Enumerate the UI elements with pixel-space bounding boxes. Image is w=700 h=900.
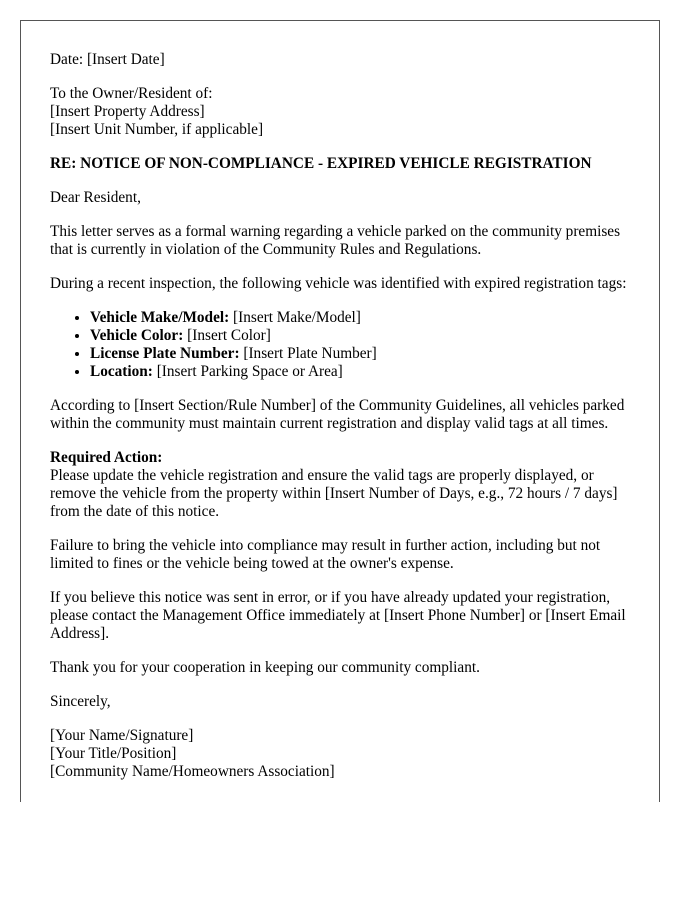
- closing: Sincerely,: [50, 693, 111, 710]
- detail-value: [Insert Parking Space or Area]: [152, 363, 343, 380]
- required-action-block: [50, 449, 634, 521]
- detail-value: [Insert Color]: [183, 327, 271, 344]
- inspection-paragraph: During a recent inspection, the following vehicle was identified with expired registration tags:: [50, 275, 627, 292]
- intro-paragraph: This letter serves as a formal warning regarding a vehicle parked on the community premises that is currently in violation of the Community Rules and Regulations.: [50, 223, 621, 258]
- list-item: [90, 363, 634, 381]
- required-action-text: Please update the vehicle registration and ensure the valid tags are properly displayed, or remove the vehicle from the property within [Insert Number of Days, e.g., 72 hours / 7 days] from the date of this notice.: [50, 467, 618, 520]
- failure-paragraph: Failure to bring the vehicle into compliance may result in further action, including but not limited to fines or the vehicle being towed at the owner's expense.: [50, 537, 601, 572]
- salutation: Dear Resident,: [50, 189, 141, 206]
- rule-paragraph: According to [Insert Section/Rule Number] of the Community Guidelines, all vehicles parked within the community must maintain current registration and display valid tags at all times.: [50, 397, 625, 432]
- list-item: [90, 345, 634, 363]
- contact-paragraph: If you believe this notice was sent in error, or if you have already updated your registration, please contact the Management Office immediately at [Insert Phone Number] or [Insert Email Address].: [50, 589, 626, 642]
- letter-body: [50, 51, 634, 781]
- list-item: [90, 327, 634, 345]
- vehicle-details-list: [50, 309, 634, 381]
- detail-value: [Insert Plate Number]: [239, 345, 377, 362]
- date-line: Date: [Insert Date]: [50, 51, 165, 68]
- detail-label: Vehicle Color:: [90, 327, 184, 344]
- letter-page: [20, 20, 660, 802]
- signature-title: [Your Title/Position]: [50, 745, 177, 762]
- detail-label: License Plate Number:: [90, 345, 240, 362]
- subject-line: RE: NOTICE OF NON-COMPLIANCE - EXPIRED VEHICLE REGISTRATION: [50, 155, 592, 172]
- signature-block: [50, 727, 634, 781]
- signature-organization: [Community Name/Homeowners Association]: [50, 763, 335, 780]
- recipient-unit: [Insert Unit Number, if applicable]: [50, 121, 264, 138]
- signature-name: [Your Name/Signature]: [50, 727, 194, 744]
- required-action-heading: Required Action:: [50, 449, 163, 466]
- thanks-paragraph: Thank you for your cooperation in keeping our community compliant.: [50, 659, 480, 676]
- recipient-address: [Insert Property Address]: [50, 103, 205, 120]
- recipient-block: [50, 85, 634, 139]
- detail-value: [Insert Make/Model]: [229, 309, 361, 326]
- detail-label: Vehicle Make/Model:: [90, 309, 230, 326]
- recipient-line-1: To the Owner/Resident of:: [50, 85, 213, 102]
- list-item: [90, 309, 634, 327]
- detail-label: Location:: [90, 363, 153, 380]
